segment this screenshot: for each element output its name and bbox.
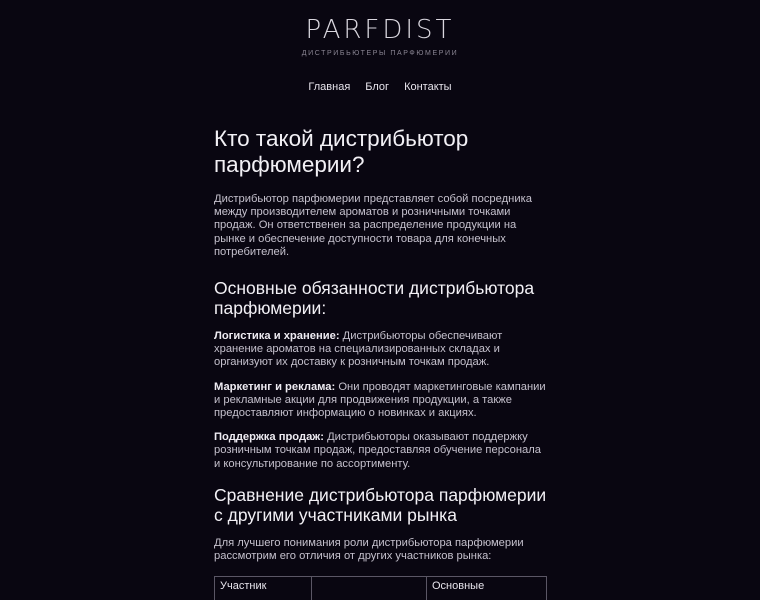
article-intro: Дистрибьютор парфюмерии представляет собой посредника между производителем ароматов и розничными точками продаж. Он ответственен за распределение продукции на рынке и обеспечение доступности товара для конечных потребителей. — [214, 193, 532, 258]
table-header-main: Основные — [427, 577, 547, 600]
comparison-heading: Сравнение дистрибьютора парфюмерии с другими участниками рынка — [214, 484, 547, 525]
main-nav — [0, 80, 760, 94]
nav-link-blog[interactable]: Блог — [365, 81, 390, 93]
site-header — [0, 0, 760, 58]
duty-term: Логистика и хранение: — [214, 330, 340, 343]
table-header-participant: Участник — [215, 577, 312, 600]
duty-text: Дистрибьюторы обеспечивают хранение ароматов на специализированных складах и организуют их доставку к розничным точкам продаж. — [214, 330, 503, 369]
article-title: Кто такой дистрибьютор парфюмерии? — [214, 126, 469, 177]
duty-logistics — [214, 330, 550, 370]
duty-text: Дистрибьюторы оказывают поддержку розничным точкам продаж, предоставляя обучение персонала и консультирование по ассортименту. — [214, 431, 542, 470]
comparison-text: Для лучшего понимания роли дистрибьютора парфюмерии рассмотрим его отличия от других участников рынка: — [214, 536, 524, 563]
table-header-row — [215, 577, 547, 600]
site-tagline: ДИСТРИБЬЮТЕРЫ ПАРФЮМЕРИИ — [301, 50, 459, 57]
duty-term: Маркетинг и реклама: — [214, 380, 336, 393]
duty-marketing — [214, 381, 550, 421]
duty-term: Поддержка продаж: — [214, 431, 324, 444]
nav-link-home[interactable]: Главная — [308, 81, 351, 93]
comparison-table — [214, 576, 547, 600]
article — [214, 126, 550, 600]
nav-link-contacts[interactable]: Контакты — [404, 81, 452, 93]
site-logo[interactable]: PARFDIST — [305, 15, 455, 45]
duty-text: Они проводят маркетинговые кампании и рекламные акции для продвижения продукции, а также предоставляют информацию о новинках и акциях. — [214, 380, 546, 420]
duties-heading: Основные обязанности дистрибьютора парфюмерии: — [214, 278, 535, 319]
duty-sales-support — [214, 431, 550, 471]
table-header-empty — [312, 577, 427, 600]
